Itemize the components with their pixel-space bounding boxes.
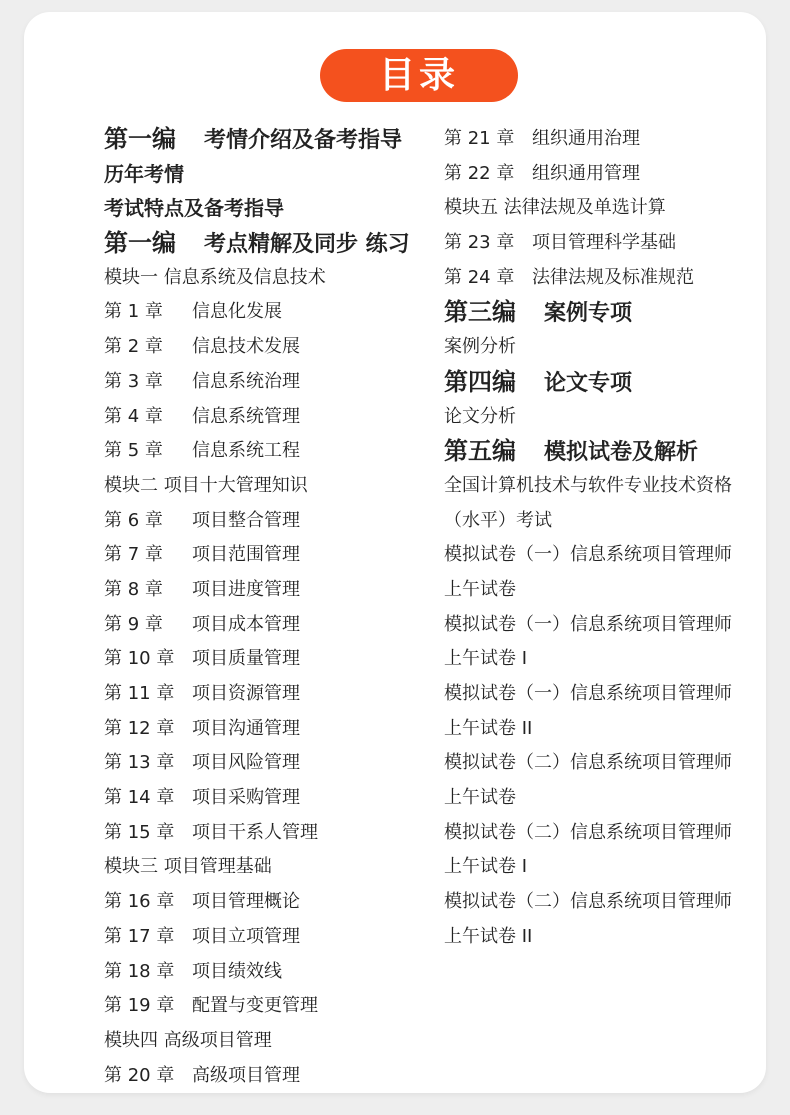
chapter-entry	[444, 261, 784, 296]
chapter-entry	[104, 920, 434, 955]
entry-number: 第 9 章	[104, 613, 163, 635]
entry-text: 模块一 信息系统及信息技术	[104, 266, 326, 288]
entry-text: 项目成本管理	[192, 613, 300, 635]
entry-text: 上午试卷	[444, 578, 516, 600]
entry-number: 第 12 章	[104, 717, 175, 739]
entry-number: 第 2 章	[104, 336, 163, 358]
entry-number: 第一编	[104, 125, 176, 153]
entry-text: 信息系统治理	[192, 370, 300, 392]
chapter-entry	[104, 1059, 434, 1094]
toc-entry	[444, 920, 784, 955]
chapter-entry	[444, 157, 784, 192]
entry-number: 第 10 章	[104, 648, 175, 670]
entry-text: 信息系统工程	[192, 440, 300, 462]
toc-entry	[444, 573, 784, 608]
entry-text: 法律法规及标准规范	[532, 266, 694, 288]
chapter-entry	[104, 330, 434, 365]
entry-text: 信息化发展	[192, 301, 282, 323]
entry-text: 项目质量管理	[192, 648, 300, 670]
toc-entry	[444, 400, 784, 435]
entry-number: 第 16 章	[104, 891, 175, 913]
toc-entry	[444, 469, 784, 504]
entry-text: 模拟试卷（二）信息系统项目管理师	[444, 752, 732, 774]
entry-text: 项目立项管理	[192, 925, 300, 947]
entry-text: 上午试卷 II	[444, 925, 533, 947]
entry-text: 项目绩效线	[192, 960, 282, 982]
chapter-entry	[104, 781, 434, 816]
entry-text: （水平）考试	[444, 509, 552, 531]
entry-text: 上午试卷 II	[444, 717, 533, 739]
entry-text: 案例专项	[544, 301, 633, 327]
entry-number: 第 3 章	[104, 370, 163, 392]
entry-number: 第 23 章	[444, 232, 515, 254]
entry-text: 模块五 法律法规及单选计算	[444, 197, 666, 219]
subsection-heading	[104, 191, 434, 226]
chapter-entry	[104, 642, 434, 677]
section-heading	[444, 295, 784, 330]
entry-text: 模拟试卷（二）信息系统项目管理师	[444, 821, 732, 843]
chapter-entry	[104, 712, 434, 747]
section-heading	[104, 122, 434, 157]
chapter-entry	[444, 226, 784, 261]
entry-text: 项目采购管理	[192, 787, 300, 809]
entry-text: 组织通用治理	[532, 128, 640, 149]
entry-number: 第 5 章	[104, 440, 163, 462]
entry-text: 全国计算机技术与软件专业技术资格	[444, 474, 732, 496]
entry-number: 第五编	[444, 437, 516, 466]
toc-entry	[104, 469, 434, 504]
entry-number: 第 11 章	[104, 683, 175, 704]
entry-text: 项目管理科学基础	[532, 232, 676, 254]
entry-number: 第 15 章	[104, 821, 175, 843]
toc-entry	[104, 261, 434, 296]
toc-entry	[444, 677, 784, 712]
entry-number: 第 20 章	[104, 1064, 175, 1086]
entry-text: 项目管理概论	[192, 891, 300, 913]
toc-left-column	[104, 122, 434, 1093]
subsection-heading	[104, 157, 434, 192]
chapter-entry	[104, 573, 434, 608]
chapter-entry	[444, 122, 784, 157]
section-heading	[104, 226, 434, 261]
toc-entry	[444, 781, 784, 816]
entry-text: 信息系统管理	[192, 405, 300, 427]
entry-text: 模拟试卷（二）信息系统项目管理师	[444, 891, 732, 913]
toc-entry	[444, 608, 784, 643]
chapter-entry	[104, 746, 434, 781]
chapter-entry	[104, 365, 434, 400]
chapter-entry	[104, 677, 434, 712]
entry-text: 考试特点及备考指导	[104, 196, 284, 221]
toc-entry	[444, 816, 784, 851]
entry-number: 第 24 章	[444, 266, 515, 288]
toc-entry	[444, 712, 784, 747]
toc-entry	[444, 746, 784, 781]
entry-text: 项目范围管理	[192, 544, 300, 566]
entry-text: 案例分析	[444, 336, 516, 358]
chapter-entry	[104, 885, 434, 920]
section-heading	[444, 365, 784, 400]
entry-number: 第 7 章	[104, 544, 163, 566]
toc-right-column	[444, 122, 784, 955]
entry-text: 模块二 项目十大管理知识	[104, 474, 308, 496]
toc-entry	[444, 850, 784, 885]
entry-number: 第 8 章	[104, 578, 163, 600]
chapter-entry	[104, 989, 434, 1024]
chapter-entry	[104, 295, 434, 330]
toc-entry	[104, 1024, 434, 1059]
entry-text: 上午试卷 I	[444, 856, 528, 878]
entry-number: 第 17 章	[104, 925, 175, 947]
toc-card	[24, 12, 766, 1093]
chapter-entry	[104, 434, 434, 469]
toc-entry	[444, 191, 784, 226]
chapter-entry	[104, 816, 434, 851]
entry-number: 第 1 章	[104, 301, 163, 323]
entry-number: 第一编	[104, 229, 176, 258]
entry-number: 第 18 章	[104, 960, 175, 982]
toc-entry	[444, 642, 784, 677]
entry-text: 项目整合管理	[192, 509, 300, 531]
entry-number: 第 13 章	[104, 752, 175, 774]
chapter-entry	[104, 955, 434, 990]
entry-number: 第 19 章	[104, 995, 175, 1017]
entry-text: 上午试卷 I	[444, 648, 528, 670]
entry-text: 考点精解及同步 练习	[204, 232, 410, 258]
entry-text: 模块四 高级项目管理	[104, 1029, 272, 1051]
entry-text: 论文分析	[444, 405, 516, 427]
entry-text: 项目进度管理	[192, 578, 300, 600]
chapter-entry	[104, 538, 434, 573]
entry-number: 第 21 章	[444, 128, 515, 149]
toc-entry	[444, 504, 784, 539]
entry-text: 项目资源管理	[192, 683, 300, 704]
entry-text: 组织通用管理	[532, 162, 640, 184]
entry-number: 第 14 章	[104, 787, 175, 809]
entry-text: 模拟试卷（一）信息系统项目管理师	[444, 544, 732, 566]
toc-entry	[444, 885, 784, 920]
entry-text: 项目干系人管理	[192, 821, 318, 843]
chapter-entry	[104, 608, 434, 643]
entry-text: 上午试卷	[444, 787, 516, 809]
toc-title: 目录	[320, 49, 518, 102]
chapter-entry	[104, 504, 434, 539]
toc-entry	[444, 538, 784, 573]
entry-text: 模块三 项目管理基础	[104, 856, 272, 878]
entry-text: 项目沟通管理	[192, 717, 300, 739]
entry-text: 信息技术发展	[192, 336, 300, 358]
entry-text: 高级项目管理	[192, 1064, 300, 1086]
toc-entry	[444, 330, 784, 365]
entry-text: 历年考情	[104, 161, 184, 186]
entry-number: 第 4 章	[104, 405, 163, 427]
entry-text: 配置与变更管理	[192, 995, 318, 1017]
entry-text: 模拟试卷（一）信息系统项目管理师	[444, 613, 732, 635]
toc-entry	[104, 850, 434, 885]
entry-text: 模拟试卷及解析	[544, 440, 699, 466]
entry-number: 第 22 章	[444, 162, 515, 184]
entry-number: 第四编	[444, 367, 516, 396]
entry-text: 项目风险管理	[192, 752, 300, 774]
entry-text: 论文专项	[544, 370, 633, 396]
entry-text: 考情介绍及备考指导	[204, 128, 403, 153]
chapter-entry	[104, 400, 434, 435]
section-heading	[444, 434, 784, 469]
entry-number: 第 6 章	[104, 509, 163, 531]
entry-text: 模拟试卷（一）信息系统项目管理师	[444, 683, 732, 704]
entry-number: 第三编	[444, 298, 516, 327]
